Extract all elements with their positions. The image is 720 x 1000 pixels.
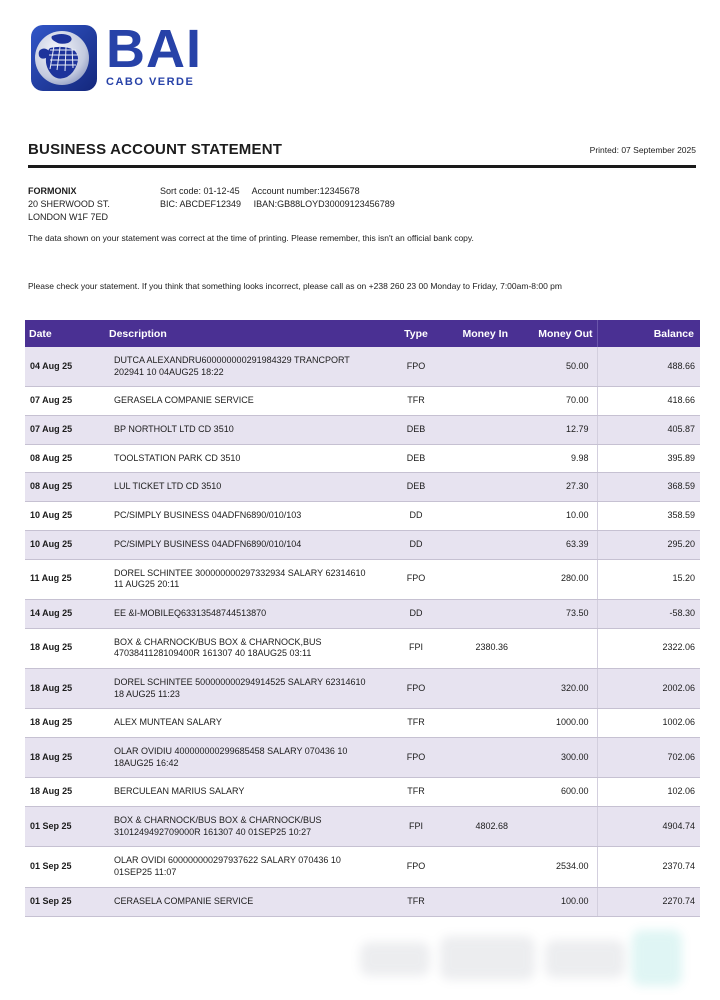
cell-money-out	[512, 807, 597, 847]
cell-balance: 368.59	[597, 473, 700, 502]
cell-date: 11 Aug 25	[25, 559, 105, 599]
cell-balance: 2322.06	[597, 628, 700, 668]
title-row	[28, 141, 696, 168]
brand-name: BAI	[106, 19, 202, 79]
cell-date: 18 Aug 25	[25, 778, 105, 807]
cell-type: TFR	[385, 778, 447, 807]
cell-type: FPI	[385, 628, 447, 668]
cell-money-out: 27.30	[512, 473, 597, 502]
cell-money-in: 2380.36	[447, 628, 512, 668]
bic: BIC: ABCDEF12349	[160, 199, 242, 210]
cell-description: OLAR OVIDI 600000000297937622 SALARY 070436 10 01SEP25 11:07	[105, 847, 385, 887]
cell-money-in	[447, 387, 512, 416]
transaction-row	[25, 709, 700, 738]
cell-money-in	[447, 444, 512, 473]
watermark	[360, 928, 690, 990]
cell-date: 01 Sep 25	[25, 807, 105, 847]
cell-money-out: 300.00	[512, 738, 597, 778]
cell-money-in: 4802.68	[447, 807, 512, 847]
cell-type: TFR	[385, 887, 447, 916]
cell-balance: 488.66	[597, 347, 700, 387]
table-header-row	[25, 320, 700, 347]
cell-type: DEB	[385, 444, 447, 473]
cell-description: PC/SIMPLY BUSINESS 04ADFN6890/010/103	[105, 502, 385, 531]
cell-balance: 295.20	[597, 530, 700, 559]
cell-money-in	[447, 599, 512, 628]
cell-money-out: 2534.00	[512, 847, 597, 887]
account-number: Account number:12345678	[251, 186, 360, 196]
transaction-row	[25, 502, 700, 531]
cell-balance: 15.20	[597, 559, 700, 599]
cell-type: TFR	[385, 709, 447, 738]
cell-description: DUTCA ALEXANDRU600000000291984329 TRANCPORT 202941 10 04AUG25 18:22	[105, 347, 385, 387]
cell-money-in	[447, 709, 512, 738]
cell-date: 18 Aug 25	[25, 628, 105, 668]
transaction-row	[25, 668, 700, 708]
cell-money-out: 10.00	[512, 502, 597, 531]
cell-type: DD	[385, 502, 447, 531]
cell-description: EE &I-MOBILEQ63313548744513870	[105, 599, 385, 628]
cell-money-in	[447, 847, 512, 887]
cell-balance: 4904.74	[597, 807, 700, 847]
cell-money-out: 50.00	[512, 347, 597, 387]
cell-money-in	[447, 887, 512, 916]
cell-description: ALEX MUNTEAN SALARY	[105, 709, 385, 738]
cell-money-in	[447, 738, 512, 778]
disclaimer-note: The data shown on your statement was correct at the time of printing. Please remember, this isn't an official bank copy.	[28, 233, 474, 243]
cell-description: DOREL SCHINTEE 500000000294914525 SALARY 62314610 18 AUG25 11:23	[105, 668, 385, 708]
cell-money-out: 600.00	[512, 778, 597, 807]
printed-date: Printed: 07 September 2025	[589, 145, 696, 155]
cell-balance: 418.66	[597, 387, 700, 416]
cell-balance: 102.06	[597, 778, 700, 807]
cell-description: BP NORTHOLT LTD CD 3510	[105, 416, 385, 445]
cell-description: DOREL SCHINTEE 300000000297332934 SALARY 62314610 11 AUG25 20:11	[105, 559, 385, 599]
cell-money-out: 100.00	[512, 887, 597, 916]
cell-money-in	[447, 473, 512, 502]
statement-title: BUSINESS ACCOUNT STATEMENT	[28, 141, 283, 158]
account-holder-block	[28, 185, 110, 224]
cell-money-in	[447, 347, 512, 387]
cell-money-out: 1000.00	[512, 709, 597, 738]
cell-date: 10 Aug 25	[25, 502, 105, 531]
cell-balance: 358.59	[597, 502, 700, 531]
cell-date: 01 Sep 25	[25, 847, 105, 887]
cell-money-out	[512, 628, 597, 668]
col-header-money-out: Money Out	[512, 320, 597, 347]
statement-table-body	[25, 347, 700, 916]
cell-type: FPO	[385, 668, 447, 708]
cell-type: TFR	[385, 387, 447, 416]
cell-balance: 2270.74	[597, 887, 700, 916]
transaction-row	[25, 778, 700, 807]
cell-type: FPO	[385, 738, 447, 778]
cell-type: FPO	[385, 847, 447, 887]
cell-date: 08 Aug 25	[25, 473, 105, 502]
cell-date: 18 Aug 25	[25, 709, 105, 738]
cell-balance: 405.87	[597, 416, 700, 445]
cell-type: FPO	[385, 559, 447, 599]
iban: IBAN:GB88LOYD30009123456789	[253, 199, 395, 210]
cell-type: DD	[385, 599, 447, 628]
cell-money-out: 73.50	[512, 599, 597, 628]
bank-logo	[30, 19, 202, 92]
transaction-row	[25, 416, 700, 445]
cell-balance: 1002.06	[597, 709, 700, 738]
cell-type: FPI	[385, 807, 447, 847]
cell-description: GERASELA COMPANIE SERVICE	[105, 387, 385, 416]
col-header-balance: Balance	[597, 320, 700, 347]
cell-type: DEB	[385, 416, 447, 445]
cell-money-in	[447, 502, 512, 531]
cell-date: 10 Aug 25	[25, 530, 105, 559]
account-holder: FORMONIX	[28, 186, 77, 196]
cell-description: BOX & CHARNOCK/BUS BOX & CHARNOCK,BUS 4703841128109400R 161307 40 18AUG25 03:11	[105, 628, 385, 668]
transaction-row	[25, 738, 700, 778]
cell-type: DD	[385, 530, 447, 559]
address-line-2: LONDON W1F 7ED	[28, 212, 109, 223]
cell-money-out: 320.00	[512, 668, 597, 708]
cell-description: BERCULEAN MARIUS SALARY	[105, 778, 385, 807]
transaction-row	[25, 628, 700, 668]
cell-balance: -58.30	[597, 599, 700, 628]
col-header-money-in: Money In	[447, 320, 512, 347]
statement-table	[25, 320, 700, 917]
cell-date: 08 Aug 25	[25, 444, 105, 473]
cell-description: LUL TICKET LTD CD 3510	[105, 473, 385, 502]
cell-money-in	[447, 416, 512, 445]
transaction-row	[25, 599, 700, 628]
transaction-row	[25, 559, 700, 599]
cell-date: 18 Aug 25	[25, 668, 105, 708]
cell-description: PC/SIMPLY BUSINESS 04ADFN6890/010/104	[105, 530, 385, 559]
globe-icon	[30, 24, 98, 92]
cell-money-in	[447, 530, 512, 559]
cell-balance: 702.06	[597, 738, 700, 778]
cell-money-out: 280.00	[512, 559, 597, 599]
transaction-row	[25, 887, 700, 916]
cell-money-out: 12.79	[512, 416, 597, 445]
cell-date: 01 Sep 25	[25, 887, 105, 916]
cell-money-in	[447, 778, 512, 807]
transaction-row	[25, 347, 700, 387]
col-header-description: Description	[105, 320, 385, 347]
cell-money-out: 70.00	[512, 387, 597, 416]
cell-date: 07 Aug 25	[25, 387, 105, 416]
cell-money-out: 9.98	[512, 444, 597, 473]
account-details-block	[160, 185, 405, 211]
cell-date: 18 Aug 25	[25, 738, 105, 778]
transaction-row	[25, 847, 700, 887]
cell-type: FPO	[385, 347, 447, 387]
transaction-row	[25, 530, 700, 559]
cell-date: 14 Aug 25	[25, 599, 105, 628]
cell-description: BOX & CHARNOCK/BUS BOX & CHARNOCK/BUS 3101249492709000R 161307 40 01SEP25 10:27	[105, 807, 385, 847]
sort-code: Sort code: 01-12-45	[160, 186, 240, 196]
transaction-row	[25, 807, 700, 847]
transaction-row	[25, 444, 700, 473]
col-header-date: Date	[25, 320, 105, 347]
cell-money-out: 63.39	[512, 530, 597, 559]
cell-balance: 2002.06	[597, 668, 700, 708]
check-statement-note: Please check your statement. If you think that something looks incorrect, please call as on +238 260 23 00 Monday to Friday, 7:00am-8:00 pm	[28, 281, 562, 291]
col-header-type: Type	[385, 320, 447, 347]
cell-description: CERASELA COMPANIE SERVICE	[105, 887, 385, 916]
cell-description: OLAR OVIDIU 400000000299685458 SALARY 070436 10 18AUG25 16:42	[105, 738, 385, 778]
cell-money-in	[447, 668, 512, 708]
cell-date: 04 Aug 25	[25, 347, 105, 387]
brand-subtitle: CABO VERDE	[106, 76, 195, 89]
cell-money-in	[447, 559, 512, 599]
cell-description: TOOLSTATION PARK CD 3510	[105, 444, 385, 473]
address-line-1: 20 SHERWOOD ST.	[28, 199, 110, 210]
transaction-row	[25, 387, 700, 416]
cell-balance: 395.89	[597, 444, 700, 473]
cell-date: 07 Aug 25	[25, 416, 105, 445]
cell-type: DEB	[385, 473, 447, 502]
transaction-row	[25, 473, 700, 502]
cell-balance: 2370.74	[597, 847, 700, 887]
